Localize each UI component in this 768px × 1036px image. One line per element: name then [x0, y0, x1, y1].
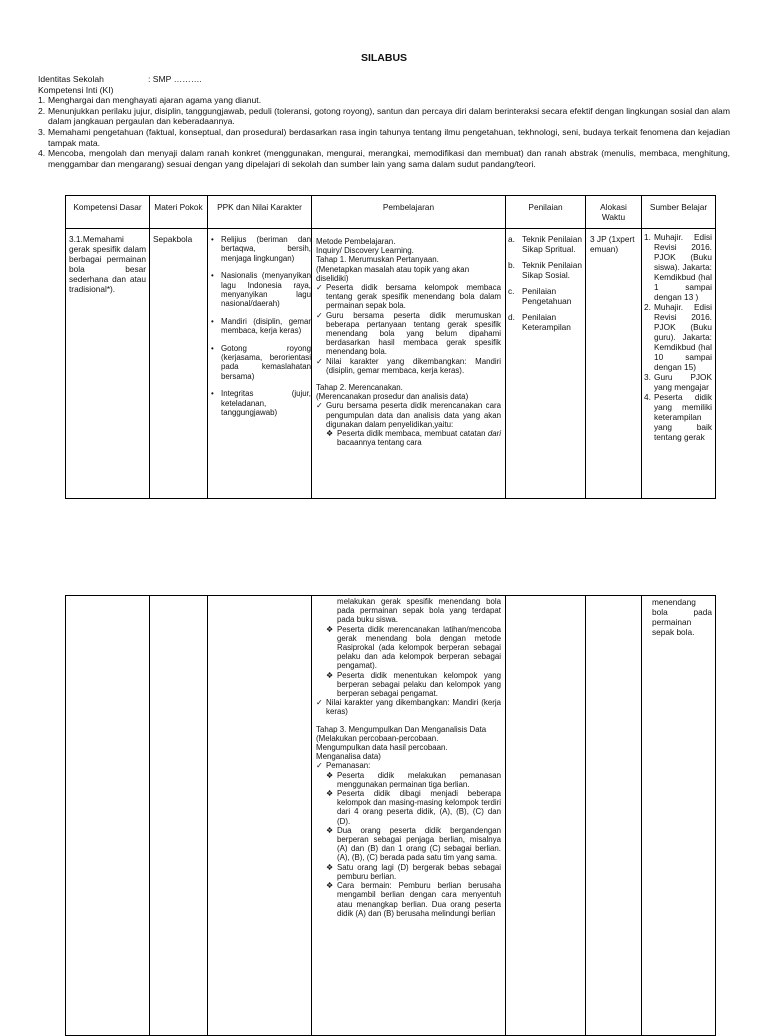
diamond-item: ❖ Peserta didik melakukan pemanasan menggunakan permainan tiga berlian.: [316, 771, 501, 789]
materi-cell-empty: [150, 596, 208, 1036]
diamond-item: ❖ Peserta didik dibagi menjadi beberapa kelompok dan masing-masing kelompok terdiri dari 4 orang peserta didik, (A), (B), (C) dan (D).: [316, 789, 501, 826]
checklist-item: ✓ Guru bersama peserta didik merumuskan beberapa pertanyaan tentang gerak spesifik menendang bola yang belum dipahami berdasarkan hasil membaca gerak spesifik menendang bola.: [316, 311, 501, 357]
penilaian-cell-empty: [506, 596, 586, 1036]
alokasi-cell-empty: [586, 596, 642, 1036]
alokasi-cell: 3 JP (1xpertemuan): [586, 229, 642, 499]
metode-label: Metode Pembelajaran.: [316, 237, 396, 246]
materi-cell: Sepakbola: [150, 229, 208, 499]
table-row: [66, 596, 716, 1036]
header-materi: Materi Pokok: [150, 196, 208, 229]
checklist-item: ✓ Nilai karakter yang dikembangkan: Mandiri (kerja keras): [316, 698, 501, 716]
kd-cell: 3.1.Memahami gerak spesifik dalam berbagai permainan bola besar sederhana dan atau tradisional*).: [66, 229, 150, 499]
sumber-cell: [642, 229, 716, 499]
tahap2-desc: (Merencanakan prosedur dan analisis data): [316, 392, 469, 402]
header-pembelajaran: Pembelajaran: [312, 196, 506, 229]
sumber-item: 1. Muhajir. Edisi Revisi 2016. PJOK (Buku siswa). Jakarta: Kemdikbud (hal 1 sampai dengan 13 ): [644, 232, 712, 302]
header-alokasi: Alokasi Waktu: [586, 196, 642, 229]
table-header-row: [66, 196, 716, 229]
table-row: [66, 229, 716, 499]
tahap1-desc: (Menetapkan masalah atau topik yang akan diselidiki): [316, 264, 470, 283]
tahap3-heading: Tahap 3. Mengumpulkan Dan Menganalisis Data: [316, 724, 487, 734]
sumber-cell: [642, 596, 716, 1036]
diamond-item: ❖ Peserta didik menentukan kelompok yang berperan sebagai pelaku dan kelompok yang berperan sebagai pengamat.: [316, 671, 501, 699]
sumber-item: 4. Peserta didik yang memiliki keterampilan yang baik tentang gerak: [644, 392, 712, 442]
ki-item: 3. Memahami pengetahuan (faktual, konseptual, dan prosedural) berdasarkan rasa ingin tahunya tentang ilmu pengetahuan, tekhnologi, seni, budaya terkait fenomena dan kejadian tampak mata.: [38, 126, 730, 148]
identitas-value: : SMP ……….: [148, 74, 202, 84]
sumber-item: 2. Muhajir. Edisi Revisi 2016. PJOK (Buku guru). Jakarta: Kemdikbud (hal 10 sampai dengan 15): [644, 302, 712, 372]
penilaian-item: d. Penilaian Keterampilan: [508, 312, 571, 332]
kd-cell-empty: [66, 596, 150, 1036]
ppk-cell-empty: [208, 596, 312, 1036]
tahap3-desc: (Melakukan percobaan-percobaan.: [316, 733, 439, 743]
page-title: SILABUS: [360, 52, 408, 64]
ki-item: 1. Menghargai dan menghayati ajaran agama yang dianut.: [38, 95, 262, 106]
header-penilaian: Penilaian: [506, 196, 586, 229]
ki-item: 2. Menunjukkan perilaku jujur, disiplin, tanggungjawab, peduli (toleransi, gotong royong), santun dan percaya diri dalam berinteraksi secara efektif dengan lingkungan sosial dan alam dalam jangkauan pergaulan dan keberadaannya.: [38, 105, 730, 127]
sumber-continued: menendang bola pada permainan sepak bola.: [652, 597, 712, 637]
diamond-item: ❖ Cara bermain: Pemburu berlian berusaha mengambil berlian dengan cara menyentuh atau menangkap berlian. Dua orang peserta didik (A) dan (B) berusaha melindungi berlian: [316, 881, 501, 918]
diamond-item: ❖ Satu orang lagi (D) bergerak bebas sebagai pemburu berlian.: [316, 863, 501, 881]
ki-item: 4. Mencoba, mengolah dan menyaji dalam ranah konkret (menggunakan, mengurai, merangkai, memodifikasi dan membuat) dan ranah abstrak (menulis, membaca, menghitung, menggambar dan mengarang) sesuai dengan yang dipelajari di sekolah dan sumber lain yang sama dalam sudut pandang/teori.: [38, 148, 730, 169]
model-label: Inquiry/ Discovery Learning.: [316, 246, 414, 256]
checklist-item: ✓ Guru bersama peserta didik merencanakan cara pengumpulan data dan analisis data yang akan digunakan dalam penyelidikan,yaitu:: [316, 401, 501, 429]
diamond-item: ❖ Peserta didik merencanakan latihan/mencoba gerak menendang bola dengan metode Rasiprokal (ada kelompok berperan sebagai pelaku dan ada kelompok berperan sebagai pengamat).: [316, 625, 501, 671]
pembelajaran-cell: [312, 596, 506, 1036]
header-ppk: PPK dan Nilai Karakter: [208, 196, 312, 229]
tahap3-desc: Mengumpulkan data hasil percobaan.: [316, 743, 448, 753]
continued-text: melakukan gerak spesifik menendang bola pada permainan sepak bola yang terdapat pada buku siswa.: [337, 597, 501, 625]
ki-heading: Kompetensi Inti (KI): [38, 84, 114, 95]
ppk-item: • Relijius (beriman dan bertaqwa, bersih, menjaga lingkungan): [208, 235, 311, 263]
checklist-item: ✓ Peserta didik bersama kelompok membaca tentang gerak spesifik menendang bola dalam permainan sepak bola.: [316, 283, 501, 311]
sumber-item: 3. Guru PJOK yang mengajar: [644, 372, 712, 392]
identitas-label: Identitas Sekolah: [38, 74, 104, 84]
ppk-item: • Integritas (jujur, keteladanan, tanggungjawab): [208, 389, 311, 417]
ppk-item: • Nasionalis (menyanyikan lagu Indonesia raya, menyanyikan lagu nasional/daerah): [208, 271, 311, 309]
diamond-item: ❖ Dua orang peserta didik bergandengan berperan sebagai penjaga berlian, misalnya (A) dan (B) dan 1 orang (C) sebagai berlian. (A), (B), (C) berada pada satu tim yang sama.: [316, 826, 501, 863]
header-sumber: Sumber Belajar: [642, 196, 716, 229]
penilaian-item: c. Penilaian Pengetahuan: [508, 286, 572, 306]
checklist-item: ✓ Pemanasan:: [316, 761, 501, 770]
checklist-item: ✓ Nilai karakter yang dikembangkan: Mandiri (disiplin, gemar membaca, kerja keras).: [316, 357, 501, 375]
penilaian-item: b. Teknik Penilaian Sikap Sosial.: [508, 260, 582, 280]
syllabus-table-page2: [65, 595, 716, 1036]
identitas-row: [38, 74, 730, 85]
header-kompetensi: Kompetensi Dasar: [66, 196, 150, 229]
ppk-item: • Gotong royong (kerjasama, berorientasi pada kemaslahatan bersama): [208, 344, 311, 382]
syllabus-table-page1: [65, 195, 716, 499]
document-header: [38, 74, 730, 169]
pembelajaran-cell: [312, 229, 506, 499]
penilaian-item: a. Teknik Penilaian Sikap Spritual.: [508, 234, 582, 254]
diamond-item: ❖ Peserta didik membaca, membuat catatan dari bacaannya tentang cara: [316, 429, 501, 447]
tahap2-heading: Tahap 2. Merencanakan.: [316, 383, 403, 393]
tahap3-desc: Menganalisa data): [316, 752, 381, 762]
ppk-cell: [208, 229, 312, 499]
tahap1-heading: Tahap 1. Merumuskan Pertanyaan.: [316, 255, 439, 265]
penilaian-cell: [506, 229, 586, 499]
ppk-item: • Mandiri (disiplin, gemar membaca, kerja keras): [208, 317, 311, 336]
